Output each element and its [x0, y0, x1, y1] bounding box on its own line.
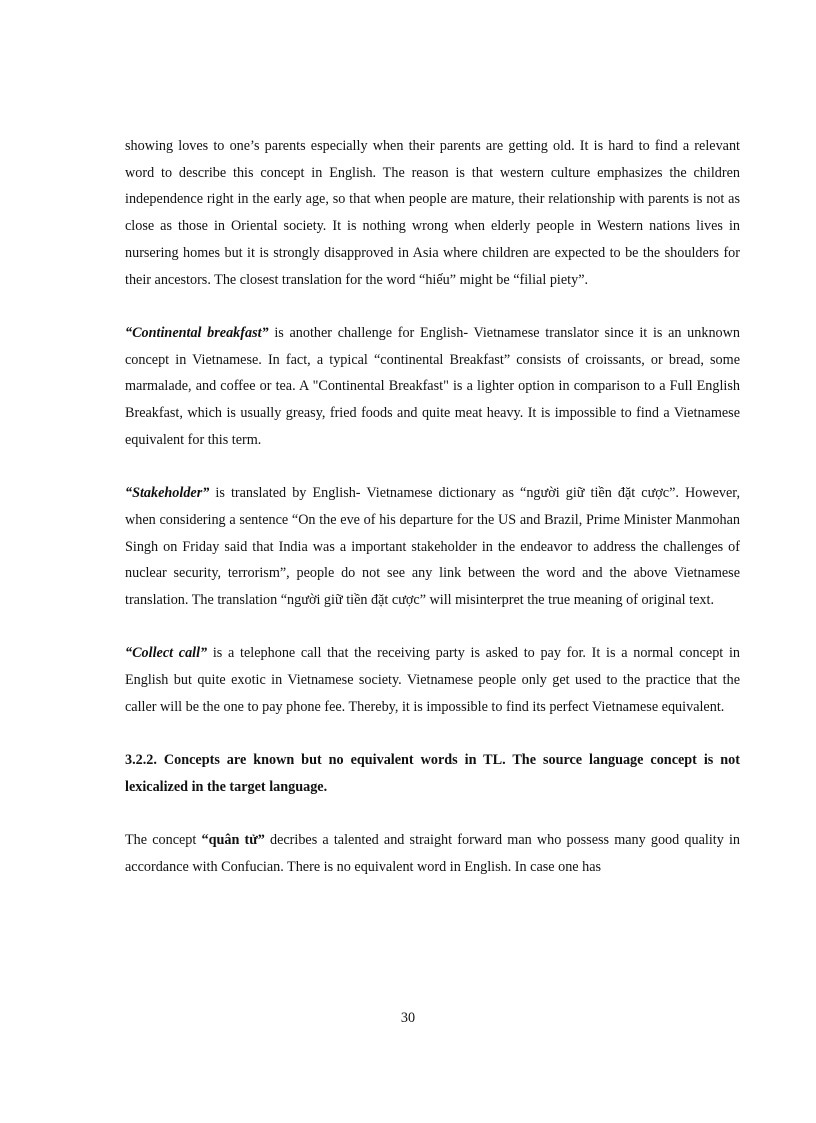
- page-number: 30: [400, 1010, 416, 1026]
- paragraph-collect-call: [125, 640, 740, 720]
- term-continental-breakfast: “Continental breakfast”: [125, 324, 269, 341]
- paragraph-collect-call-text: is a telephone call that the receiving party is asked to pay for. It is a normal concept in English but quite exotic in Vietnamese society. Vietnamese people only get used to the practice that the caller will be the one to pay phone fee. Thereby, it is impossible to find its perfect Vietnamese equivalent.: [125, 645, 740, 715]
- paragraph-quan-tu: [125, 827, 740, 880]
- page-body: [125, 133, 740, 881]
- paragraph-hieu-text: showing loves to one’s parents especially when their parents are getting old. It is hard to find a relevant word to describe this concept in English. The reason is that western culture emphasizes the children independence right in the early age, so that when people are mature, their relationship with parents is not as close as those in Oriental society. It is nothing wrong when elderly people in Western nations lives in nursering homes but it is strongly disapproved in Asia where children are expected to be the shoulders for their ancestors. The closest translation for the word “hiếu” might be “filial piety”.: [125, 138, 740, 288]
- paragraph-hieu: [125, 133, 740, 293]
- section-heading: 3.2.2. Concepts are known but no equivalent words in TL. The source language concept is not lexicalized in the target language.: [125, 752, 740, 795]
- paragraph-continental-breakfast-text: is another challenge for English- Vietnamese translator since it is an unknown concept in Vietnamese. In fact, a typical “continental Breakfast” consists of croissants, or bread, some marmalade, and coffee or tea. A "Continental Breakfast" is a lighter option in comparison to a Full English Breakfast, which is usually greasy, fried foods and quite meat heavy. It is impossible to find a Vietnamese equivalent for this term.: [125, 324, 740, 448]
- term-quan-tu: “quân tử”: [201, 832, 265, 849]
- paragraph-stakeholder-text: is translated by English- Vietnamese dictionary as “người giữ tiền đặt cược”. However, when considering a sentence “On the eve of his departure for the US and Brazil, Prime Minister Manmohan Singh on Friday said that India was a important stakeholder in the endeavor to address the challenges of nuclear security, terrorism”, people do not see any link between the word and the above Vietnamese translation. The translation “người giữ tiền đặt cược” will misinterpret the true meaning of original text.: [125, 485, 740, 608]
- paragraph-continental-breakfast: [125, 320, 740, 454]
- paragraph-quan-tu-text: decribes a talented and straight forward man who possess many good quality in accordance with Confucian. There is no equivalent word in English. In case one has: [125, 832, 740, 875]
- paragraph-quan-tu-lead: The concept: [125, 832, 202, 849]
- term-stakeholder: “Stakeholder”: [125, 485, 210, 502]
- term-collect-call: “Collect call”: [125, 645, 208, 662]
- paragraph-stakeholder: [125, 480, 740, 614]
